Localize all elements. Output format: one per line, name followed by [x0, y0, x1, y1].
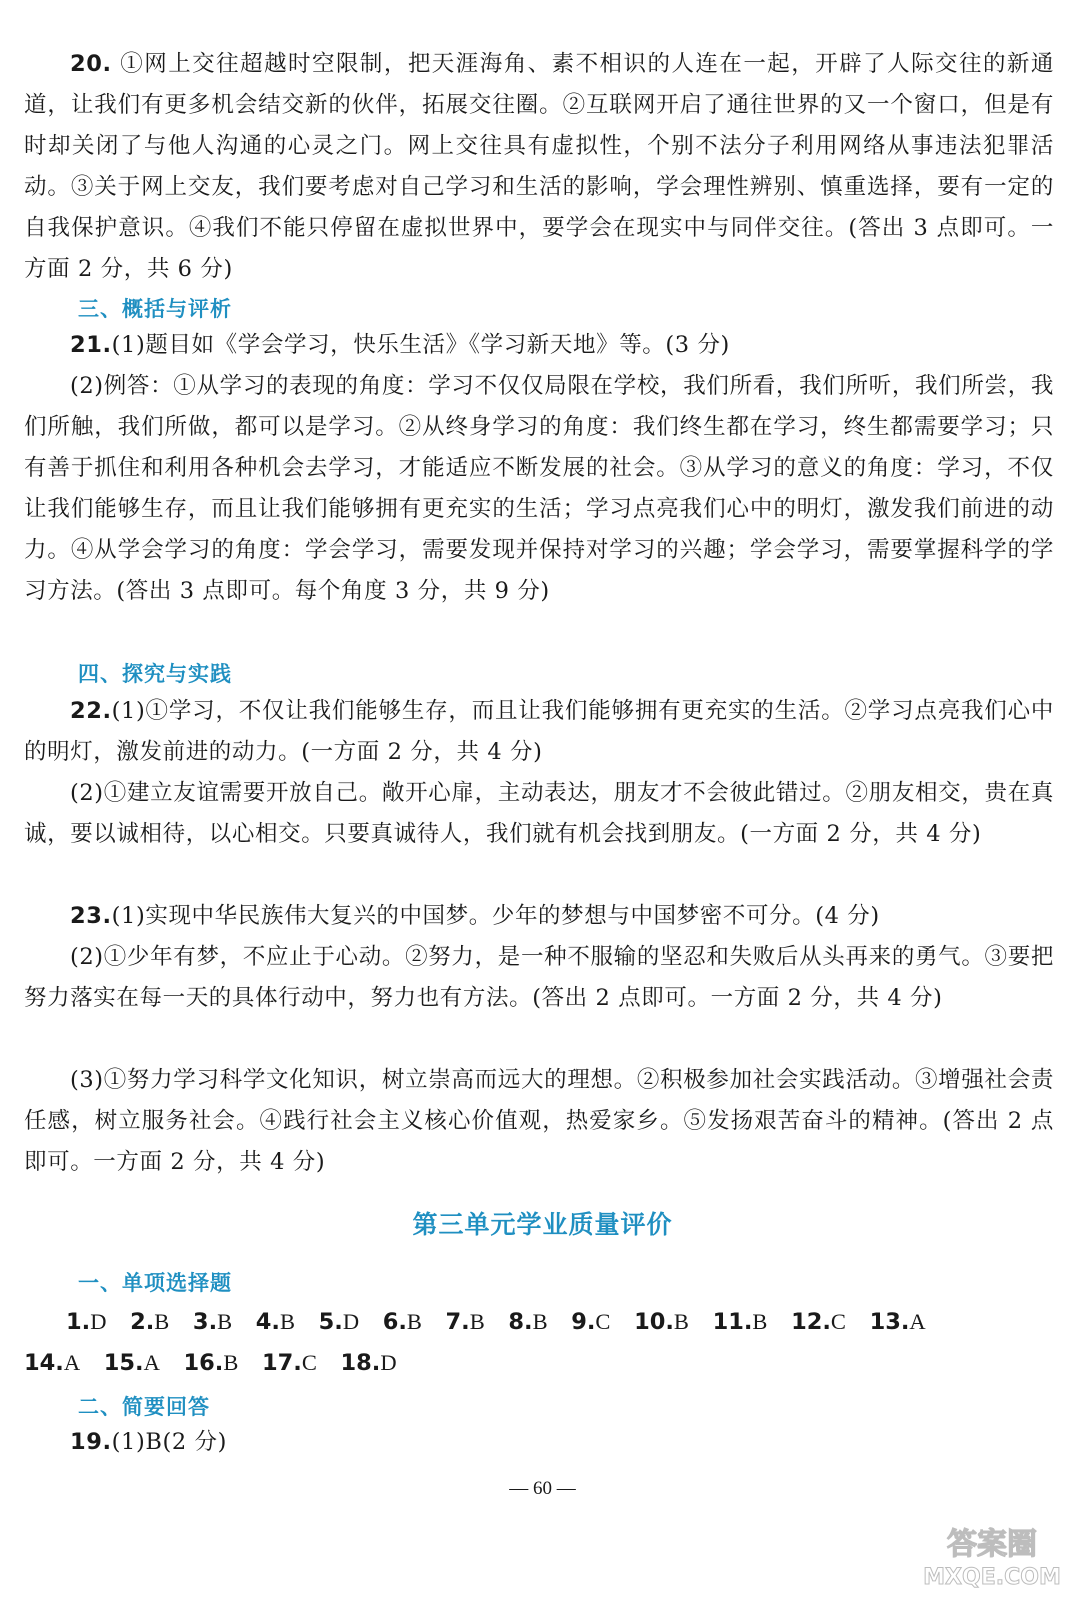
question-22-part2: (2)①建立友谊需要开放自己。敞开心扉，主动表达，朋友才不会彼此错过。②朋友相交，贵在真诚，要以诚相待，以心相交。只要真诚待人，我们就有机会找到朋友。(一方面 2 分，共 4 分) [24, 780, 1054, 847]
answer-item: 4.B [255, 1309, 295, 1335]
section-heading-summary: 三、概括与评析 [78, 297, 232, 321]
question-23-part3: (3)①努力学习科学文化知识，树立崇高而远大的理想。②积极参加社会实践活动。③增强社会责任感，树立服务社会。④践行社会主义核心价值观，热爱家乡。⑤发扬艰苦奋斗的精神。(答出 2 点即可。一方面 2 分，共 4 分) [24, 1067, 1054, 1175]
question-20 [24, 44, 1054, 290]
watermark-bottom-text: MXQE.COM [923, 1565, 1061, 1590]
question-21-part1 [24, 325, 1054, 366]
answer-item: 3.B [192, 1309, 233, 1335]
answer-item: 13.A [869, 1309, 926, 1335]
unit-title: 第三单元学业质量评价 [412, 1210, 673, 1239]
answer-text: (1)B(2 分) [111, 1429, 228, 1455]
answer-item: 17.C [261, 1350, 317, 1376]
answer-item: 9.C [571, 1309, 611, 1335]
answer-item: 11.B [712, 1309, 768, 1335]
answer-item: 10.B [634, 1309, 689, 1335]
answer-item: 7.B [445, 1309, 485, 1335]
page-number: — 60 — [509, 1478, 576, 1499]
answer-item: 15.A [103, 1350, 160, 1376]
answer-item: 14.A [24, 1350, 81, 1376]
answer-text: (1)实现中华民族伟大复兴的中国梦。少年的梦想与中国梦密不可分。(4 分) [111, 903, 880, 929]
answer-item: 1.D [66, 1309, 107, 1335]
section-heading-choice: 一、单项选择题 [78, 1271, 232, 1295]
answer-text: (1)题目如《学会学习，快乐生活》《学习新天地》等。(3 分) [111, 332, 730, 358]
answer-item: 18.D [340, 1350, 397, 1376]
question-number: 23. [70, 903, 112, 929]
answer-text: ①网上交往超越时空限制，把天涯海角、素不相识的人连在一起，开辟了人际交往的新通道，让我们有更多机会结交新的伙伴，拓展交往圈。②互联网开启了通往世界的又一个窗口，但是有时却关闭了与他人沟通的心灵之门。网上交往具有虚拟性，个别不法分子利用网络从事违法犯罪活动。③关于网上交友，我们要考虑对自己学习和生活的影响，学会理性辨别、慎重选择，要有一定的自我保护意识。④我们不能只停留在虚拟世界中，要学会在现实中与同伴交往。(答出 3 点即可。一方面 2 分，共 6 分) [24, 51, 1054, 282]
answer-row-1 [66, 1306, 1085, 1338]
question-number: 21. [70, 332, 112, 358]
question-23-part1 [24, 896, 1054, 937]
question-23-part2: (2)①少年有梦，不应止于心动。②努力，是一种不服输的坚忍和失败后从头再来的勇气。③要把努力落实在每一天的具体行动中，努力也有方法。(答出 2 点即可。一方面 2 分，共 4 分) [24, 944, 1054, 1011]
answer-item: 5.D [318, 1309, 360, 1335]
answer-item: 16.B [183, 1350, 239, 1376]
answer-item: 2.B [130, 1309, 170, 1335]
watermark-logo [917, 1520, 1067, 1592]
question-19-part1 [24, 1422, 1054, 1463]
answer-item: 6.B [382, 1309, 422, 1335]
question-21-part2: (2)例答：①从学习的表现的角度：学习不仅仅局限在学校，我们所看，我们所听，我们所尝，我们所触，我们所做，都可以是学习。②从终身学习的角度：我们终生都在学习，终生都需要学习；只有善于抓住和利用各种机会去学习，才能适应不断发展的社会。③从学习的意义的角度：学习，不仅让我们能够生存，而且让我们能够拥有更充实的生活；学习点亮我们心中的明灯，激发我们前进的动力。④从学会学习的角度：学会学习，需要发现并保持对学习的兴趣；学会学习，需要掌握科学的学习方法。(答出 3 点即可。每个角度 3 分，共 9 分) [24, 373, 1054, 604]
question-number: 20. [70, 51, 112, 77]
answer-item: 8.B [508, 1309, 548, 1335]
answer-row-2 [24, 1347, 1064, 1379]
answer-text: (1)①学习，不仅让我们能够生存，而且让我们能够拥有更充实的生活。②学习点亮我们心中的明灯，激发前进的动力。(一方面 2 分，共 4 分) [24, 698, 1054, 765]
section-heading-inquiry: 四、探究与实践 [78, 662, 232, 686]
watermark-top-text: 答案圈 [947, 1527, 1037, 1562]
question-number: 19. [70, 1429, 112, 1455]
answer-item: 12.C [791, 1309, 846, 1335]
section-heading-short-answer: 二、简要回答 [78, 1395, 210, 1419]
question-number: 22. [70, 698, 112, 724]
question-22-part1 [24, 691, 1054, 773]
